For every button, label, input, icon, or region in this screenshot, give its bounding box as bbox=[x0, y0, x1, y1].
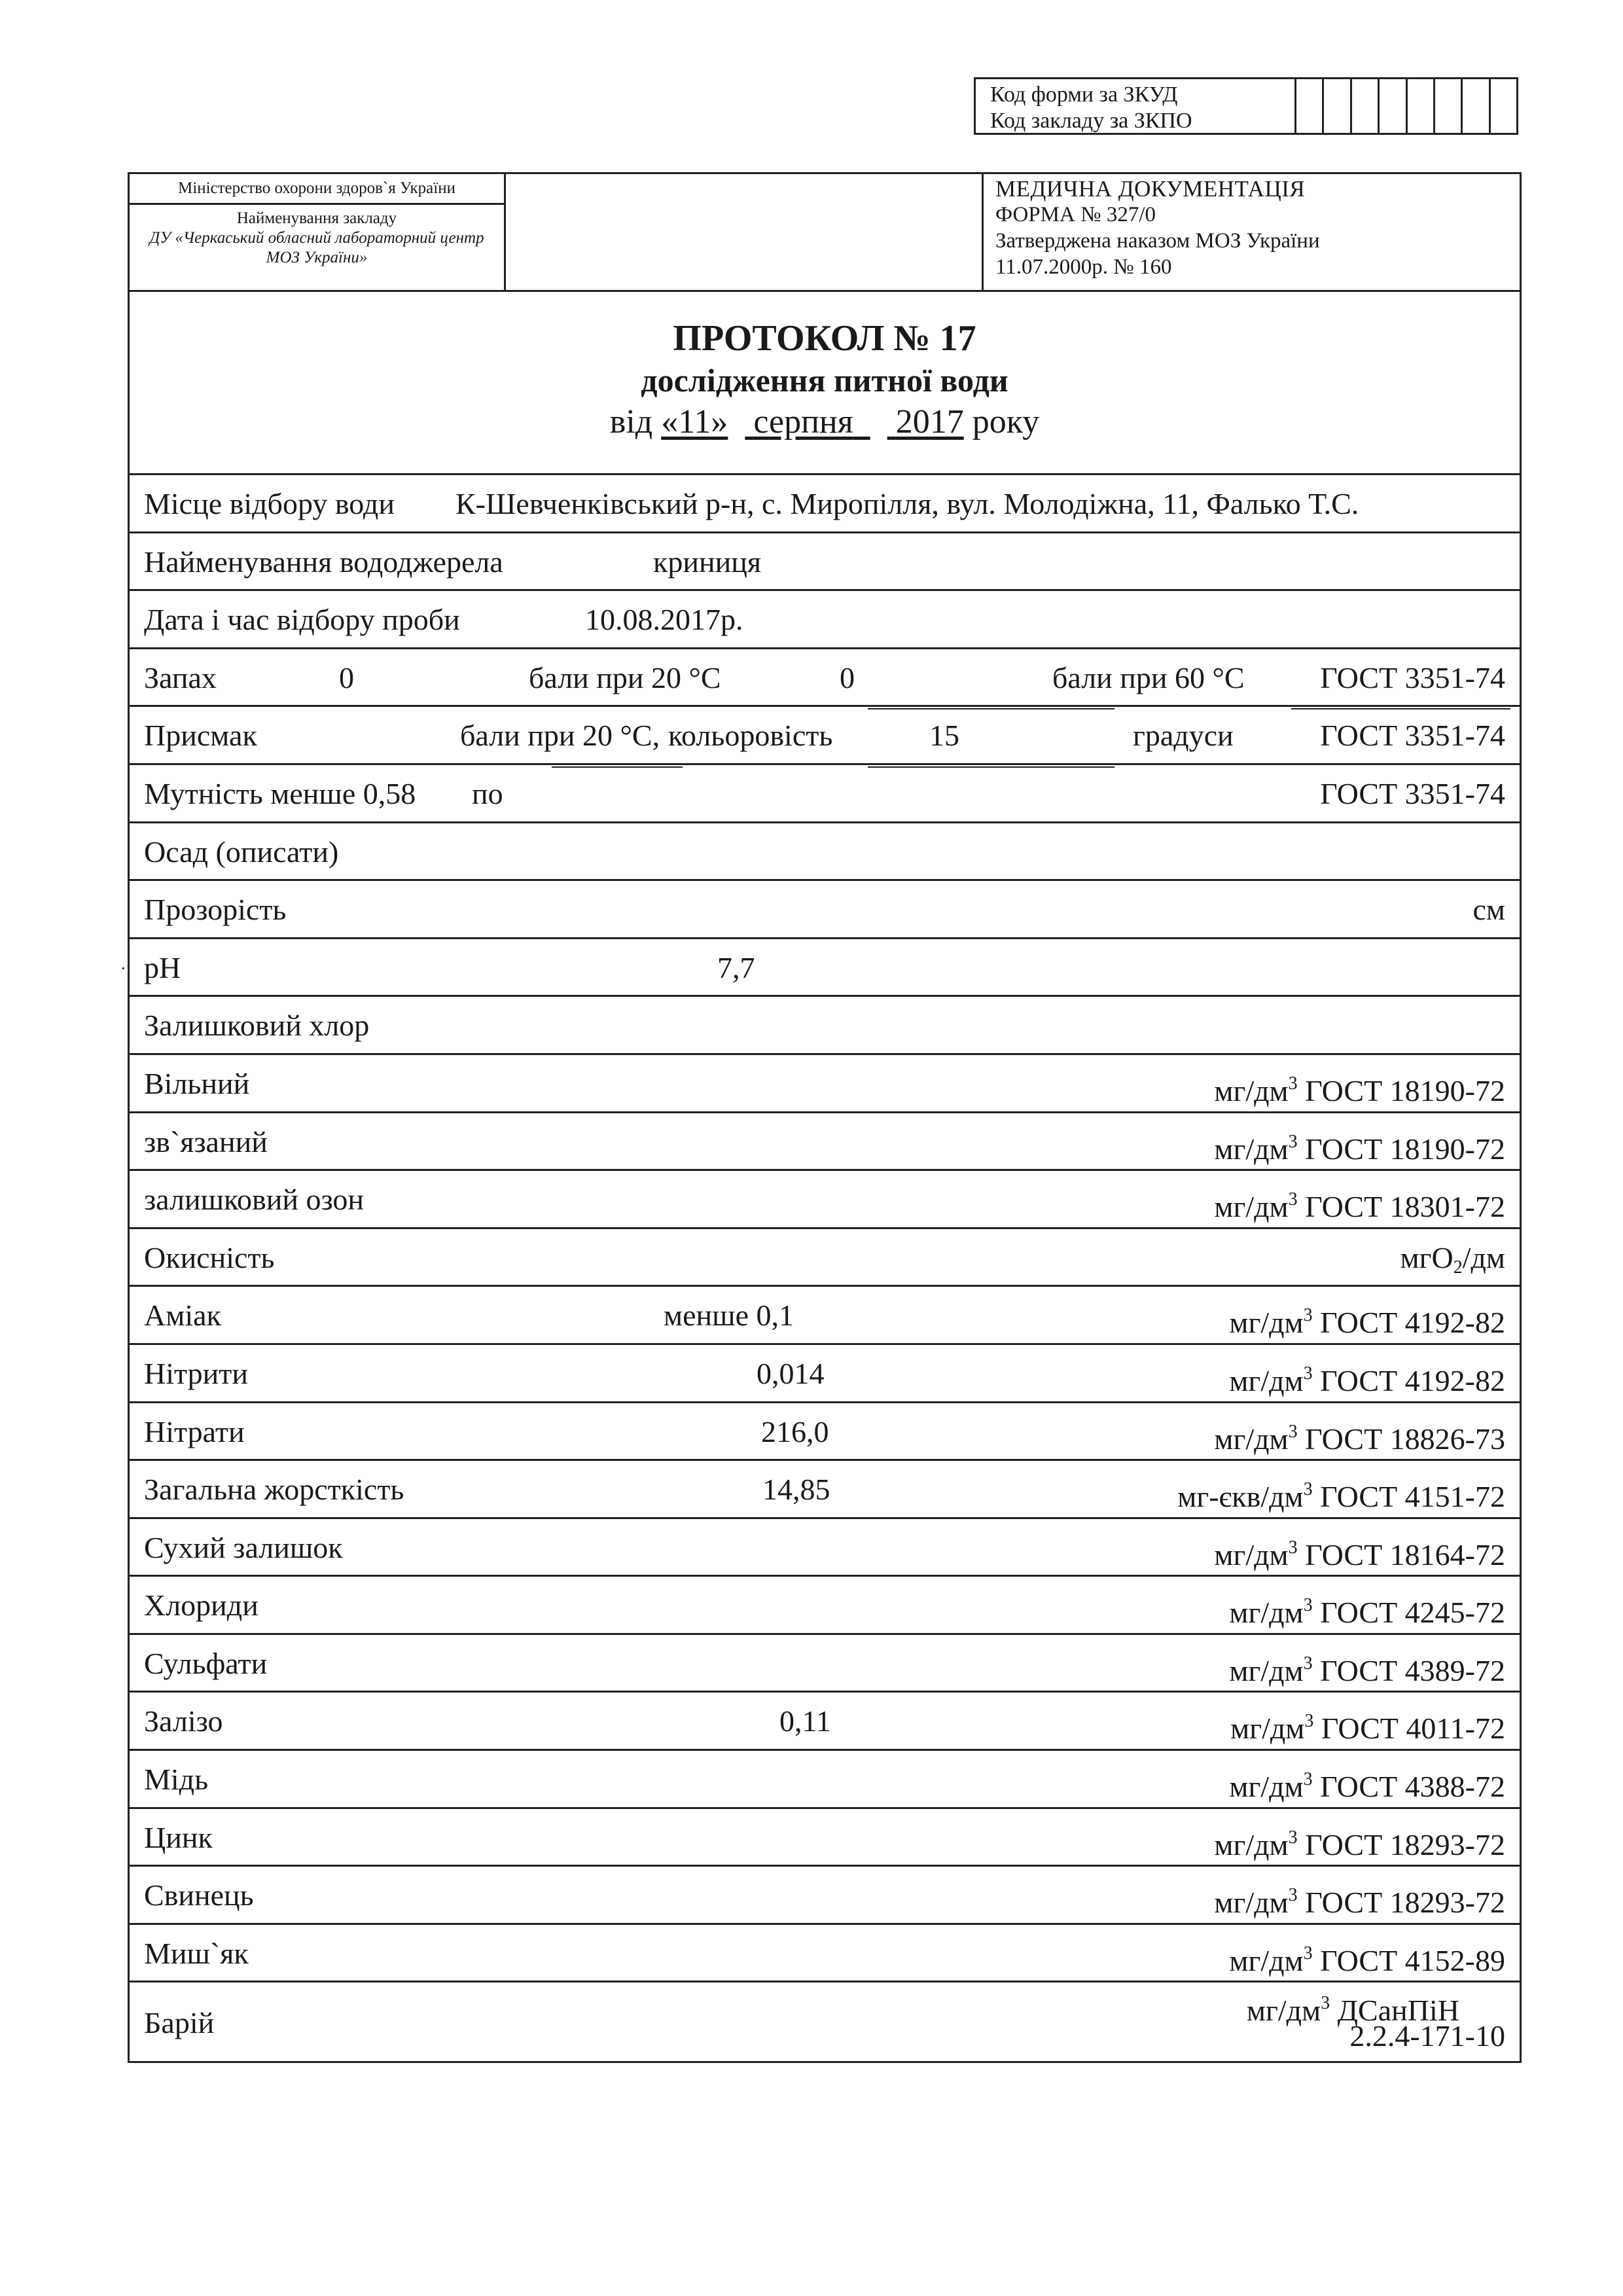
hardness-label: Загальна жорсткість bbox=[144, 1473, 404, 1507]
barium-std-number: 2.2.4-171-10 bbox=[1349, 2019, 1505, 2053]
row-chlorides bbox=[130, 1577, 1520, 1635]
free-unit-gost: $мг/дм^3$ ГОСТ 18190-72 bbox=[1214, 1073, 1505, 1107]
iron-label: Залізо bbox=[144, 1704, 223, 1738]
smell-label: Запах bbox=[144, 660, 217, 694]
protocol-title-block bbox=[130, 292, 1520, 475]
color-unit: градуси bbox=[1133, 719, 1234, 753]
date-day: «11» bbox=[661, 403, 728, 440]
code-cell bbox=[1352, 79, 1380, 133]
approval-date: 11.07.2000р. № 160 bbox=[995, 255, 1172, 279]
row-smell bbox=[130, 649, 1520, 708]
row-nitrites bbox=[130, 1345, 1520, 1403]
row-residual-chlorine bbox=[130, 997, 1520, 1055]
dry-unit-gost: $мг/дм^3$ ГОСТ 18164-72 bbox=[1214, 1537, 1505, 1571]
pen-mark: · bbox=[120, 958, 126, 978]
row-turbidity bbox=[130, 765, 1520, 823]
row-copper bbox=[130, 1751, 1520, 1809]
copper-label: Мідь bbox=[144, 1763, 209, 1797]
form-code-labels bbox=[976, 79, 1296, 133]
iron-unit-gost: $мг/дм^3$ ГОСТ 4011-72 bbox=[1230, 1711, 1505, 1746]
turbidity-gost: ГОСТ 3351-74 bbox=[1320, 776, 1505, 810]
sediment-label: Осад (описати) bbox=[144, 834, 339, 869]
nitrite-unit-gost: $мг/дм^3$ ГОСТ 4192-82 bbox=[1229, 1363, 1505, 1397]
smell-60-value: 0 bbox=[840, 660, 855, 694]
turbidity-label: Мутність менше 0,58 bbox=[144, 776, 416, 810]
ph-value: 7,7 bbox=[717, 950, 755, 984]
ministry-name: Міністерство охорони здоров`я України bbox=[130, 174, 504, 205]
smell-20-value: 0 bbox=[339, 660, 354, 694]
row-water-source bbox=[130, 533, 1520, 592]
copper-unit-gost: $мг/дм^3$ ГОСТ 4388-72 bbox=[1229, 1769, 1505, 1804]
hardness-unit-gost: $мг-єкв/дм^3$ ГОСТ 4151-72 bbox=[1177, 1479, 1505, 1514]
place-value: К-Шевченківський р-н, с. Миропілля, вул. Молодіжна, 11, Фалько Т.С. bbox=[455, 487, 1359, 520]
zinc-label: Цинк bbox=[144, 1820, 213, 1854]
smell-60-unit: бали при 60 °С bbox=[1052, 660, 1245, 694]
turbidity-underline-2 bbox=[868, 766, 1115, 768]
bound-label: зв`язаний bbox=[144, 1124, 268, 1158]
date-label: Дата і час відбору проби bbox=[144, 603, 460, 637]
form-code-box bbox=[974, 77, 1518, 135]
row-ammonia bbox=[130, 1287, 1520, 1345]
nitrate-label: Нітрати bbox=[144, 1414, 245, 1448]
ammonia-unit-gost: $мг/дм^3$ ГОСТ 4192-82 bbox=[1229, 1305, 1505, 1340]
approval-text: Затверджена наказом МОЗ України bbox=[995, 229, 1320, 253]
row-ozone bbox=[130, 1171, 1520, 1229]
transparency-label: Прозорість bbox=[144, 893, 287, 927]
lead-unit-gost: $мг/дм^3$ ГОСТ 18293-72 bbox=[1214, 1885, 1505, 1920]
document-header bbox=[128, 172, 1522, 290]
form-info-block bbox=[984, 174, 1520, 280]
doc-type: МЕДИЧНА ДОКУМЕНТАЦІЯ bbox=[995, 176, 1306, 202]
color-value: 15 bbox=[929, 719, 959, 753]
row-sampling-place bbox=[130, 475, 1520, 533]
date-suffix: року bbox=[972, 403, 1040, 440]
color-label: кольоровість bbox=[668, 719, 833, 753]
source-label: Найменування вододжерела bbox=[144, 545, 503, 579]
chloride-unit-gost: $мг/дм^3$ ГОСТ 4245-72 bbox=[1229, 1595, 1505, 1630]
place-label: Місце відбору води bbox=[144, 487, 395, 520]
row-sampling-date bbox=[130, 591, 1520, 649]
nitrite-label: Нітрити bbox=[144, 1356, 249, 1390]
institution-block bbox=[130, 174, 506, 290]
code-cell bbox=[1463, 79, 1490, 133]
code-cells bbox=[1296, 79, 1516, 133]
row-hardness bbox=[130, 1461, 1520, 1519]
transparency-unit: см bbox=[1472, 893, 1505, 927]
oxid-label: Окисність bbox=[144, 1240, 275, 1274]
nitrate-unit-gost: $мг/дм^3$ ГОСТ 18826-73 bbox=[1214, 1421, 1505, 1456]
code-cell bbox=[1435, 79, 1463, 133]
ph-label: pH bbox=[144, 950, 181, 984]
arsenic-label: Миш`як bbox=[144, 1936, 249, 1970]
row-transparency bbox=[130, 881, 1520, 939]
protocol-table bbox=[120, 290, 1522, 2063]
code-cell bbox=[1380, 79, 1407, 133]
barium-unit-std: $мг/дм^3$ ДСанПіН bbox=[1246, 1993, 1459, 2028]
row-sulfates bbox=[130, 1635, 1520, 1693]
barium-label: Барій bbox=[144, 2006, 215, 2040]
smell-20-unit: бали при 20 °С bbox=[529, 660, 721, 694]
protocol-date bbox=[130, 401, 1520, 444]
turbidity-underline bbox=[552, 766, 683, 768]
row-zinc bbox=[130, 1809, 1520, 1867]
ammonia-label: Аміак bbox=[144, 1299, 221, 1333]
taste-gost: ГОСТ 3351-74 bbox=[1320, 719, 1505, 753]
gost-underline bbox=[1291, 708, 1510, 709]
smell-gost: ГОСТ 3351-74 bbox=[1320, 660, 1505, 694]
oxid-unit: мгО$_2$/дм bbox=[1400, 1240, 1505, 1278]
free-label: Вільний bbox=[144, 1066, 250, 1100]
sulfate-unit-gost: $мг/дм^3$ ГОСТ 4389-72 bbox=[1229, 1653, 1505, 1687]
row-ph bbox=[120, 939, 1520, 997]
ozone-unit-gost: $мг/дм^3$ ГОСТ 18301-72 bbox=[1214, 1189, 1505, 1224]
chlorine-label: Залишковий хлор bbox=[144, 1009, 370, 1043]
protocol-subtitle: дослідження питної води bbox=[641, 362, 1008, 399]
color-underline bbox=[868, 708, 1115, 709]
date-prefix: від bbox=[609, 403, 653, 440]
dry-label: Сухий залишок bbox=[144, 1530, 343, 1564]
row-nitrates bbox=[130, 1403, 1520, 1462]
ammonia-value: менше 0,1 bbox=[664, 1299, 794, 1333]
row-arsenic bbox=[130, 1925, 1520, 1983]
hardness-value: 14,85 bbox=[762, 1473, 830, 1507]
code-cell bbox=[1408, 79, 1435, 133]
institution-name: ДУ «Черкаський обласний лабораторний центр МОЗ України» bbox=[149, 229, 484, 266]
code-cell bbox=[1296, 79, 1324, 133]
code-cell bbox=[1491, 79, 1516, 133]
row-sediment bbox=[130, 823, 1520, 882]
header-empty-cell bbox=[506, 174, 984, 290]
source-value: криниця bbox=[653, 545, 761, 579]
row-bound-chlorine bbox=[130, 1113, 1520, 1172]
taste-label: Присмак bbox=[144, 719, 257, 753]
taste-unit: бали при 20 °С, bbox=[460, 719, 660, 753]
row-iron bbox=[130, 1693, 1520, 1751]
row-lead bbox=[130, 1867, 1520, 1925]
date-month: серпня bbox=[753, 403, 853, 440]
turbidity-unit: по bbox=[472, 776, 503, 810]
zkud-label: Код форми за ЗКУД bbox=[990, 82, 1178, 107]
date-value: 10.08.2017р. bbox=[585, 603, 743, 637]
nitrite-value: 0,014 bbox=[757, 1356, 825, 1390]
bound-unit-gost: $мг/дм^3$ ГОСТ 18190-72 bbox=[1214, 1131, 1505, 1166]
form-number: ФОРМА № 327/0 bbox=[995, 203, 1156, 226]
nitrate-value: 216,0 bbox=[761, 1414, 829, 1448]
code-cell bbox=[1324, 79, 1351, 133]
zinc-unit-gost: $мг/дм^3$ ГОСТ 18293-72 bbox=[1214, 1827, 1505, 1861]
row-oxidizability bbox=[130, 1229, 1520, 1287]
iron-value: 0,11 bbox=[779, 1704, 831, 1738]
zkpo-label: Код закладу за ЗКПО bbox=[990, 109, 1192, 133]
institution-title: Найменування закладу bbox=[236, 209, 397, 227]
sulfate-label: Сульфати bbox=[144, 1646, 268, 1680]
arsenic-unit-gost: $мг/дм^3$ ГОСТ 4152-89 bbox=[1229, 1943, 1505, 1977]
row-dry-residue bbox=[130, 1519, 1520, 1577]
ozone-label: залишковий озон bbox=[144, 1183, 364, 1217]
row-free-chlorine bbox=[130, 1055, 1520, 1113]
row-taste-color bbox=[130, 707, 1520, 765]
lead-label: Свинець bbox=[144, 1878, 254, 1912]
date-year: 2017 bbox=[895, 403, 964, 440]
row-barium bbox=[130, 1982, 1520, 2061]
chloride-label: Хлориди bbox=[144, 1588, 259, 1623]
protocol-title: ПРОТОКОЛ № 17 bbox=[673, 318, 976, 359]
